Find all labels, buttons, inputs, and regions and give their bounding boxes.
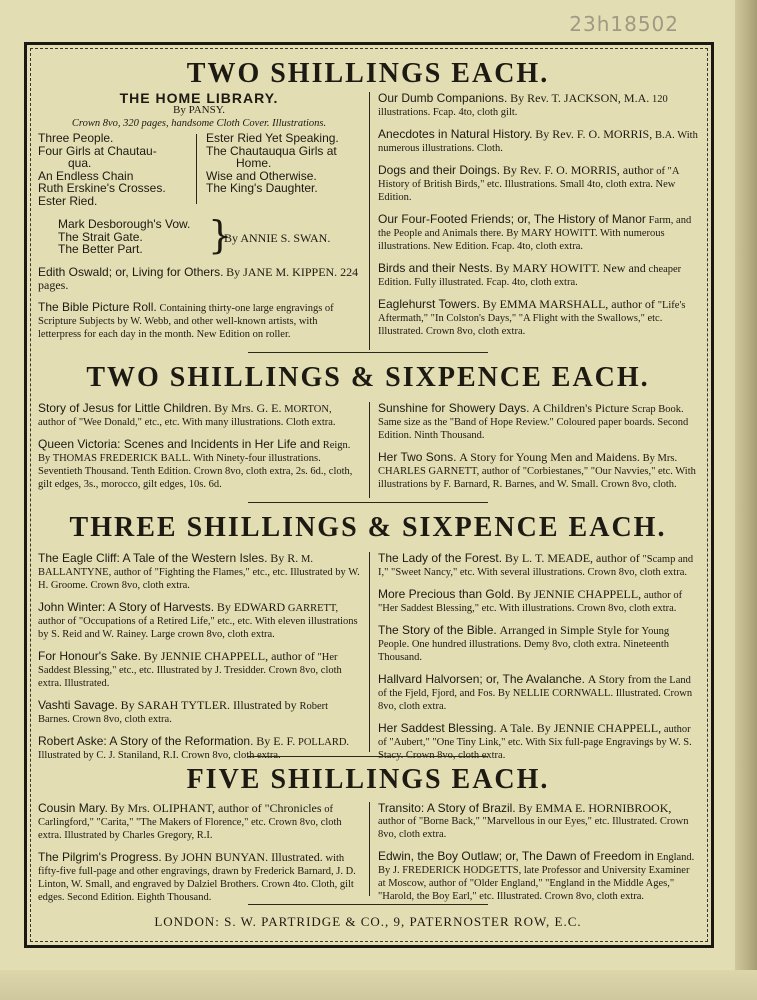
book-description: the Land of the Fjeld, Fjord, and Fos. By NELLIE CORNWALL. Illustrated. Crown 8vo, cloth extra.: [378, 675, 693, 712]
book-author: By EMMA MARSHALL, author of: [482, 297, 655, 311]
book-author: Arranged in Simple Style for: [499, 623, 639, 637]
book-description: By Mrs. CHARLES GARNETT, author of "Corbiestanes," "Our Navvies," etc. With illustrations by F. Barnard, R. Barnes, and W. Small. Crown 8vo, cloth.: [378, 453, 696, 490]
list-item: The King's Daughter.: [206, 181, 318, 195]
book-description: POLLARD. Illustrated by C. J. Staniland, R.I. Crown 8vo, cloth extra.: [38, 737, 350, 761]
book-author: By Rev. F. O. MORRIS,: [535, 127, 653, 141]
book-description: of "A History of British Birds," etc. Illustrations. Small 4to, cloth extra. New Edition.: [378, 166, 679, 203]
book-author: By JENNIE CHAPPELL, author of: [143, 649, 315, 663]
book-title: Cousin Mary.: [38, 801, 108, 815]
book-entry: [378, 164, 698, 204]
list-item: Home.: [236, 156, 272, 170]
section-title-five-shillings: FIVE SHILLINGS EACH.: [186, 764, 550, 795]
book-entry: [38, 601, 360, 641]
section-rule: [248, 904, 488, 905]
book-entry: [38, 650, 360, 690]
book-entry: [378, 850, 698, 903]
home-library-format: Crown 8vo, 320 pages, handsome Cloth Cover. Illustrations.: [71, 118, 327, 129]
book-title: Edwin, the Boy Outlaw; or, The Dawn of Freedom in: [378, 849, 654, 863]
book-author: A Children's Picture: [532, 401, 629, 415]
book-title: More Precious than Gold.: [378, 587, 515, 601]
book-entry: [378, 213, 698, 253]
list-item: Wise and Otherwise.: [206, 168, 317, 183]
book-entry: [378, 92, 698, 119]
book-title: Robert Aske: A Story of the Reformation.: [38, 734, 254, 748]
book-author: By Mrs. OLIPHANT, author of "Chronicles: [110, 801, 322, 815]
five-shillings-right-column: [378, 802, 698, 912]
book-entry: [378, 128, 698, 155]
book-description: England. By J. FREDERICK HODGETTS, late Professor and University Examiner at Moscow, author of "Older England," "England in the Middle Ages," "Harold, the Boy Earl," etc. Illustrated. Crown 8vo, cloth extra.: [378, 852, 695, 902]
swan-titles: [58, 218, 190, 256]
book-title: Queen Victoria: Scenes and Incidents in Her Life and: [38, 437, 320, 451]
book-author: A Story for Young Men and Maidens.: [459, 450, 640, 464]
book-entry: [378, 298, 698, 338]
book-entry: [38, 699, 360, 726]
book-description: Robert Barnes. Crown 8vo, cloth extra.: [38, 701, 329, 725]
column-divider: [196, 134, 197, 204]
section-title-two-and-six: TWO SHILLINGS & SIXPENCE EACH.: [86, 362, 650, 393]
swan-author: By ANNIE S. SWAN.: [224, 231, 331, 245]
home-library-title: THE HOME LIBRARY.: [119, 90, 279, 106]
page-bottom-margin: [0, 970, 757, 1000]
book-author: By L. T. MEADE, author of: [504, 551, 640, 565]
home-library-author: By PANSY.: [173, 104, 225, 116]
three-and-six-right-column: [378, 552, 698, 771]
book-title: The Eagle Cliff: A Tale of the Western Isles.: [38, 551, 268, 565]
book-description: Young People. One hundred illustrations. Demy 8vo, cloth extra. Nineteenth Thousand.: [378, 626, 670, 663]
section-rule: [248, 352, 488, 353]
book-description: author of "Borne Back," "Marvellous in our Eyes," etc. Illustrated. Crown 8vo, cloth extra.: [378, 816, 689, 840]
three-and-six-left-column: [38, 552, 360, 771]
list-item: The Strait Gate.: [58, 229, 143, 244]
column-divider: [369, 402, 370, 498]
book-title: John Winter: A Story of Harvests.: [38, 600, 215, 614]
book-entry: [378, 451, 698, 491]
list-item: The Better Part.: [58, 242, 143, 256]
publisher-imprint: LONDON: S. W. PARTRIDGE & CO., 9, PATERNOSTER ROW, E.C.: [154, 914, 582, 929]
book-entry: [378, 802, 698, 841]
list-item: Mark Desborough's Vow.: [58, 217, 191, 231]
book-entry: [378, 673, 698, 713]
list-item: Ester Ried Yet Speaking.: [206, 131, 339, 145]
book-title: Anecdotes in Natural History.: [378, 127, 533, 141]
book-description: B.A. With numerous illustrations. Cloth.: [378, 130, 698, 154]
book-edge: [735, 0, 757, 1000]
home-library-block: [38, 92, 360, 350]
book-description: Scrap Book. Same size as the "Band of Hope Review." Coloured paper boards. Second Edition. Ninth Thousand.: [378, 404, 689, 441]
book-description: M. BALLANTYNE, author of "Fighting the Flames," etc., etc. Illustrated by W. H. Groome. Crown 8vo, cloth extra.: [38, 554, 360, 591]
book-entry: [38, 266, 360, 292]
brace-glyph: }: [208, 213, 233, 257]
book-description: of Carlingford," "Carita," "The Makers of Florence," etc. Crown 8vo, cloth extra. Illustrated by Charles Gregory, R.I.: [38, 804, 342, 841]
book-author: By E. F.: [256, 734, 296, 748]
book-description: author of "Aubert," "One Tiny Link," etc. With Six full-page Engravings by W. S. Stacy. Crown 8vo, cloth extra.: [378, 724, 692, 761]
book-description: 120 illustrations. Fcap. 4to, cloth gilt.: [378, 94, 668, 118]
book-entry: [378, 262, 698, 289]
book-entry: [38, 802, 360, 842]
book-author: By Mrs. G. E.: [214, 401, 282, 415]
book-description: author of "Her Saddest Blessing," etc. With illustrations. Crown 8vo, cloth extra.: [378, 590, 683, 614]
book-author: A Story from: [587, 672, 652, 686]
book-title: The Bible Picture Roll.: [38, 300, 157, 314]
book-description: with fifty-five full-page and other engravings, drawn by Frederick Barnard, J. D. Linton, W. Small, and engraved by Dalziel Brothers. Crown 4to. Cloth, gilt edges. Second Edition. Eighth Thousand.: [38, 853, 356, 903]
book-description: cheaper Edition. Fully illustrated. Fcap. 4to, cloth extra.: [378, 264, 682, 288]
book-title: Eaglehurst Towers.: [378, 297, 480, 311]
book-title: For Honour's Sake.: [38, 649, 142, 663]
book-description: "Life's Aftermath," "In Colston's Days," "A Flight with the Swallows," etc. Illustrated. Crown 8vo, cloth extra.: [378, 300, 686, 337]
home-library-left-list: [38, 132, 188, 207]
list-item: An Endless Chain: [38, 168, 134, 183]
two-and-six-right-column: [378, 402, 698, 500]
book-title: The Pilgrim's Progress.: [38, 850, 162, 864]
book-description: "Scamp and I," "Sweet Nancy," etc. With several illustrations. Crown 8vo, cloth extra.: [378, 554, 694, 578]
book-entry: [38, 402, 360, 429]
book-description: "Her Saddest Blessing," etc., etc. Illustrated by J. Tresidder. Crown 8vo, cloth extra. Illustrated.: [38, 652, 342, 689]
column-divider: [369, 802, 370, 896]
list-item: Ester Ried.: [38, 193, 98, 208]
book-title: Dogs and their Doings.: [378, 163, 501, 177]
book-author: By Rev. F. O. MORRIS, author: [502, 163, 654, 177]
book-author: By JENNIE CHAPPELL,: [516, 587, 642, 601]
book-title: The Story of the Bible.: [378, 623, 497, 637]
two-shillings-right-column: [378, 92, 698, 347]
book-author: By MARY HOWITT. New and: [495, 261, 646, 275]
book-entry: [38, 438, 360, 491]
list-item: Ruth Erskine's Crosses.: [38, 181, 166, 195]
book-title: Her Saddest Blessing.: [378, 721, 497, 735]
section-title-three-and-six: THREE SHILLINGS & SIXPENCE EACH.: [69, 512, 667, 543]
book-description: Reign. By THOMAS FREDERICK BALL. With Ninety-four illustrations. Seventieth Thousand. Tenth Edition. Crown 8vo, cloth extra, 2s. 6d., cloth, gilt edges, 3s., morocco, gilt edges, 10s. 6d.: [38, 440, 353, 490]
column-divider: [369, 92, 370, 350]
book-author: By R.: [270, 551, 299, 565]
book-entry: [378, 402, 698, 442]
book-description: Farm, and the People and Animals there. By MARY HOWITT. With numerous illustrations. New Edition. Fcap. 4to, cloth extra.: [378, 215, 692, 252]
section-rule: [248, 756, 488, 757]
book-description: MORTON, author of "Wee Donald," etc., etc. With many illustrations. Cloth extra.: [38, 404, 336, 428]
swan-titles-group: [58, 213, 360, 260]
list-item: Four Girls at Chautau-: [38, 143, 157, 158]
home-library-titles: [38, 132, 360, 218]
book-title: Story of Jesus for Little Children.: [38, 401, 212, 415]
book-title: Vashti Savage.: [38, 698, 118, 712]
book-title: Hallvard Halvorsen; or, The Avalanche.: [378, 672, 586, 686]
book-author: By EDWARD: [216, 600, 286, 614]
book-entry: [378, 588, 698, 615]
list-item: qua.: [68, 156, 92, 170]
book-author: By JOHN BUNYAN. Illustrated.: [164, 850, 323, 864]
section-rule: [248, 502, 488, 503]
book-author: By Rev. T. JACKSON, M.A.: [510, 91, 650, 105]
book-entry: [378, 552, 698, 579]
book-entry: [38, 735, 360, 762]
home-library-right-list: [206, 132, 366, 195]
section-title-two-shillings: TWO SHILLINGS EACH.: [186, 58, 550, 89]
book-author: A Tale. By JENNIE CHAPPELL,: [499, 721, 662, 735]
list-item: Three People.: [38, 131, 114, 145]
book-description: Containing thirty-one large engravings of Scripture Subjects by W. Webb, and other well-known artists, with letterpress for each day in the month. New Edition on roller.: [38, 303, 334, 340]
book-title: Transito: A Story of Brazil.: [378, 801, 516, 815]
book-author: By SARAH TYTLER. Illustrated by: [120, 698, 297, 712]
book-entry: [38, 552, 360, 592]
book-entry: [38, 301, 360, 341]
book-title: Our Dumb Companions.: [378, 91, 508, 105]
book-description: GARRETT, author of "Occupations of a Retired Life," etc., etc. With eleven illustrations by S. Reid and W. Rainey. Large crown 8vo, cloth extra.: [38, 603, 358, 640]
book-author: By JANE M. KIPPEN. 224 pages.: [38, 265, 359, 292]
column-divider: [369, 552, 370, 752]
book-title: Our Four-Footed Friends; or, The History of Manor: [378, 212, 646, 226]
book-title: The Lady of the Forest.: [378, 551, 503, 565]
five-shillings-left-column: [38, 802, 360, 913]
book-entry: [38, 851, 360, 904]
list-item: The Chautauqua Girls at: [206, 143, 337, 158]
book-title: Edith Oswald; or, Living for Others.: [38, 265, 224, 279]
book-title: Sunshine for Showery Days.: [378, 401, 530, 415]
archive-mark: 23h18502: [569, 12, 679, 36]
book-title: Birds and their Nests.: [378, 261, 493, 275]
book-author: By EMMA E. HORNIBROOK,: [518, 801, 672, 815]
two-and-six-left-column: [38, 402, 360, 500]
book-entry: [378, 624, 698, 664]
book-title: Her Two Sons.: [378, 450, 457, 464]
